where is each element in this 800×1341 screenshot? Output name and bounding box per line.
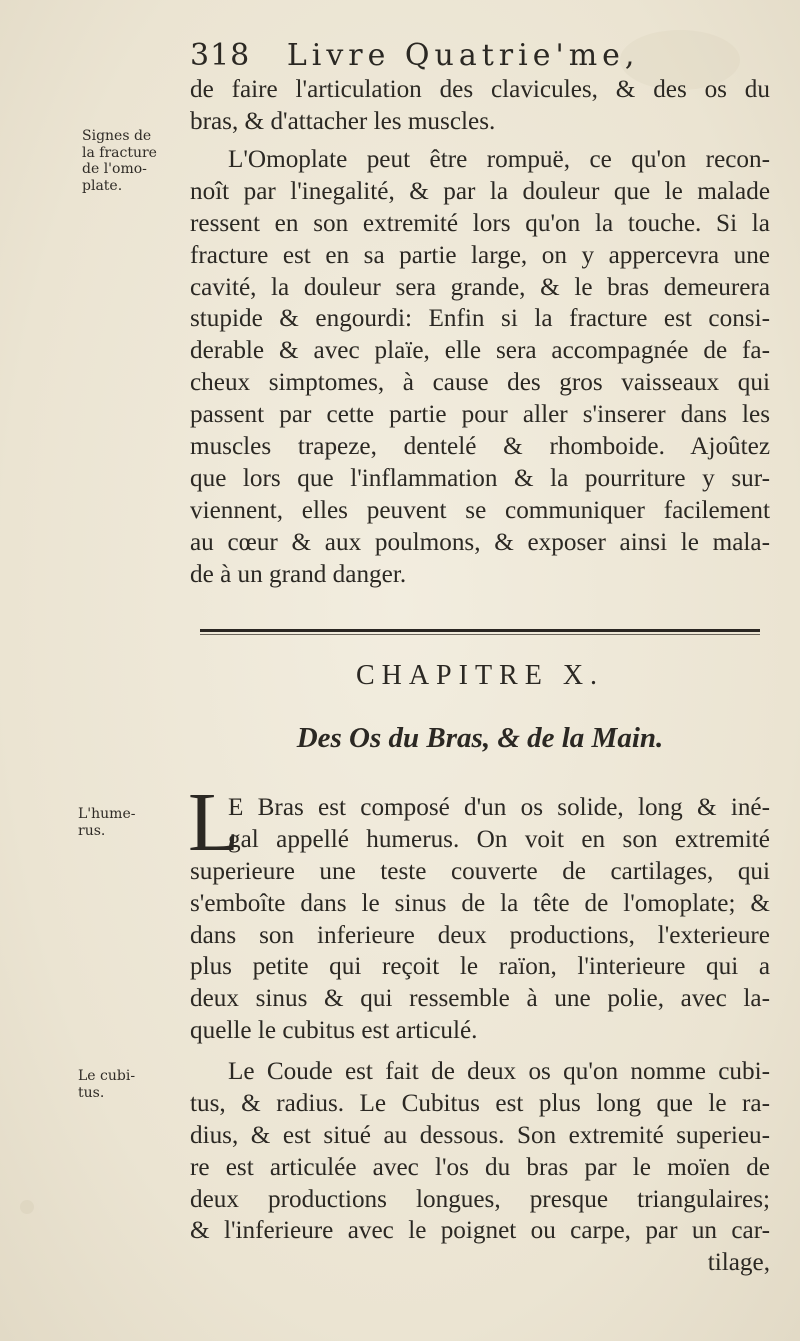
text-line: cheux simptomes, à cause des gros vaisseaux qui [190, 369, 770, 397]
margin-note-line: plate. [82, 177, 123, 194]
section-rule-thin [200, 634, 760, 635]
margin-note-line: de l'omo- [82, 161, 147, 177]
text-line: muscles trapeze, dentelé & rhomboide. Ajoûtez [190, 433, 770, 461]
text-line: tus, & radius. Le Cubitus est plus long que le ra- [190, 1089, 770, 1117]
section-rule [200, 629, 760, 632]
page-number: 318 [190, 38, 251, 73]
text-line: deux sinus & qui ressemble à une polie, avec la- [190, 985, 770, 1013]
text-line: ressent en son extremité lors qu'on la touche. Si la [190, 209, 770, 237]
text-line: L'Omoplate peut être rompuë, ce qu'on recon- [228, 146, 770, 173]
text-line: dans son inferieure deux productions, l'exterieure [190, 921, 770, 949]
text-line: cavité, la douleur sera grande, & le bras demeurera [190, 273, 770, 301]
text-line: deux productions longues, presque triangulaires; [190, 1185, 770, 1213]
text-line: Le Coude est fait de deux os qu'on nomme cubi- [228, 1058, 770, 1085]
text-line: au cœur & aux poulmons, & exposer ainsi le mala- [190, 528, 770, 556]
text-line: viennent, elles peuvent se communiquer facilement [190, 496, 770, 524]
text-line: re est articulée avec l'os du bras par le moïen de [190, 1153, 770, 1181]
margin-note-humerus [78, 806, 186, 839]
text-line: fracture est en sa partie large, on y appercevra une [190, 241, 770, 269]
text-line: dius, & est situé au dessous. Son extremité superieu- [190, 1121, 770, 1149]
chapter-subtitle: Des Os du Bras, & de la Main. [296, 722, 664, 754]
margin-note-line: tus. [78, 1084, 105, 1101]
margin-note-omoplate [82, 128, 190, 194]
text-line: stupide & engourdi: Enfin si la fracture est consi- [190, 305, 770, 333]
margin-note-line: Le cubi- [78, 1068, 136, 1084]
text-line: & l'inferieure avec le poignet ou carpe, par un car- [190, 1217, 770, 1245]
text-line: plus petite qui reçoit le raïon, l'interieure qui a [190, 953, 770, 981]
text-line: derable & avec plaïe, elle sera accompagnée de fa- [190, 337, 770, 365]
running-head-title: Livre Quatrie'me, [286, 38, 640, 73]
text-line: gal appellé humerus. On voit en son extremité [228, 825, 770, 853]
text-line: s'emboîte dans le sinus de la tête de l'omoplate; & [190, 889, 770, 917]
margin-note-line: la fracture [82, 144, 157, 161]
text-line: tilage, [707, 1249, 770, 1277]
ink-spot [20, 1200, 34, 1214]
drop-cap: L [188, 776, 240, 869]
paragraph-humerus [188, 776, 770, 1047]
text-line: de faire l'articulation des clavicules, & des os du [190, 76, 770, 103]
text-line: passent par cette partie pour aller s'inserer dans les [190, 401, 770, 429]
text-line: de à un grand danger. [190, 560, 407, 588]
text-line: noît par l'inegalité, & par la douleur que le malade [190, 177, 770, 205]
paragraph-omoplate-fracture [190, 144, 770, 590]
margin-note-line: L'hume- [78, 806, 136, 822]
text-line: bras, & d'attacher les muscles. [190, 107, 496, 135]
text-line: quelle le cubitus est articulé. [190, 1017, 478, 1045]
margin-note-cubitus [78, 1068, 186, 1101]
text-line: que lors que l'inflammation & la pourriture y sur- [190, 464, 770, 492]
margin-note-line: Signes de [82, 128, 152, 144]
paragraph-cubitus [190, 1056, 770, 1279]
chapter-title: CHAPITRE X. [355, 660, 605, 691]
paragraph-continuation [190, 74, 770, 138]
text-line: superieure une teste couverte de cartilages, qui [190, 857, 770, 885]
margin-note-line: rus. [78, 822, 106, 839]
text-line: E Bras est composé d'un os solide, long & iné- [228, 794, 770, 821]
